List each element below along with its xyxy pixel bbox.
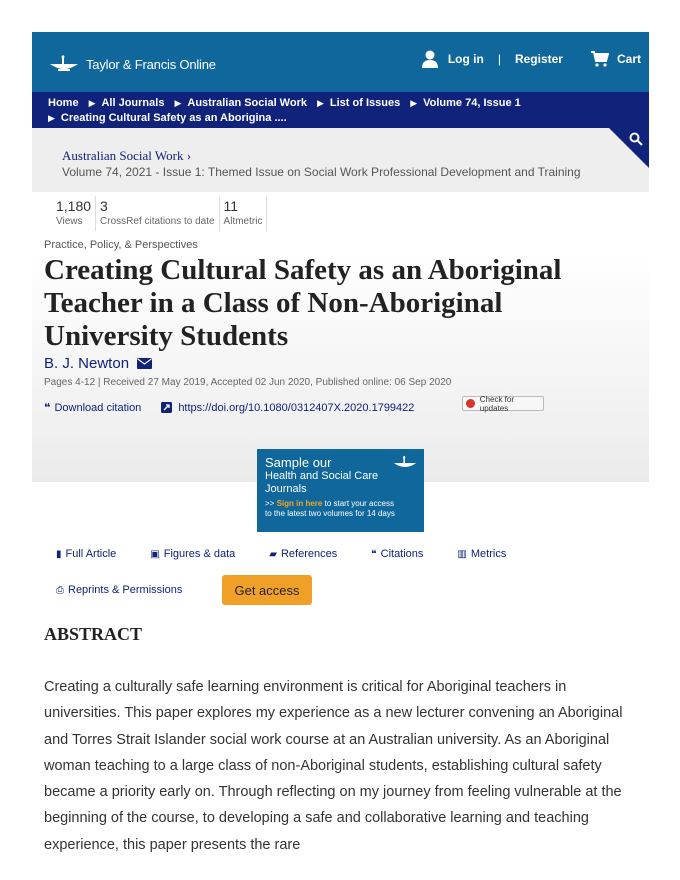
promo-signin-link[interactable]: Sign in here <box>276 499 323 508</box>
promo-text: to the latest two volumes for 14 days <box>265 509 395 518</box>
breadcrumb-arrow-icon: ▶ <box>88 98 96 108</box>
metric-value: 1,180 <box>56 198 92 214</box>
external-link-icon <box>161 402 172 413</box>
tab-label: Figures & data <box>163 548 236 560</box>
tab-figures[interactable] <box>150 548 235 560</box>
journal-issue[interactable]: Volume 74, 2021 - Issue 1: Themed Issue on Social Work Professional Development and Training <box>62 165 581 179</box>
article-header <box>32 192 649 482</box>
brand-name: Taylor & Francis Online <box>86 56 216 72</box>
abstract-heading: ABSTRACT <box>44 624 143 644</box>
tab-citations[interactable] <box>371 548 423 560</box>
author-row <box>44 355 152 372</box>
check-updates-label: Check for updates <box>479 394 514 413</box>
print-icon: ⎙ <box>56 584 64 596</box>
breadcrumb-home[interactable]: Home <box>48 97 79 109</box>
lamp-logo-icon <box>48 54 80 74</box>
crossmark-icon <box>466 399 475 408</box>
breadcrumb-current: Creating Cultural Safety as an Aborigina .... <box>60 112 287 124</box>
breadcrumb-journal[interactable]: Australian Social Work <box>187 97 307 109</box>
promo-line: Journals <box>265 483 307 495</box>
breadcrumb-volume[interactable]: Volume 74, Issue 1 <box>423 97 521 109</box>
article-actions <box>44 401 414 414</box>
quote-icon: ❝ <box>371 548 377 560</box>
metric-label: Views <box>56 216 83 227</box>
breadcrumb-all-journals[interactable]: All Journals <box>101 97 165 109</box>
author-name[interactable]: B. J. Newton <box>44 355 130 372</box>
promo-line: Health and Social Care <box>265 470 379 482</box>
doi-link[interactable]: https://doi.org/10.1080/0312407X.2020.1799422 <box>178 401 415 414</box>
article-category: Practice, Policy, & Perspectives <box>44 239 198 251</box>
book-icon: ▰ <box>269 548 277 560</box>
journal-bar <box>32 128 649 192</box>
metric-crossref[interactable] <box>96 196 220 231</box>
site-header <box>32 32 649 92</box>
user-icon[interactable] <box>422 50 438 68</box>
reprints-label: Reprints & Permissions <box>68 584 183 596</box>
check-updates-button[interactable] <box>462 396 544 411</box>
tab-metrics[interactable] <box>457 548 506 560</box>
article-title: Creating Cultural Safety as an Aboriginal Teacher in a Class of Non-Aboriginal University Students <box>44 254 562 352</box>
bar-chart-icon: ▥ <box>457 548 467 560</box>
metric-altmetric[interactable] <box>220 196 268 231</box>
document-icon: ▮ <box>56 548 62 560</box>
article-tabs <box>56 548 540 560</box>
promo-text: to start your access <box>322 499 394 508</box>
journal-link[interactable]: Australian Social Work › <box>62 148 192 163</box>
envelope-icon[interactable] <box>137 358 152 369</box>
login-link[interactable]: Log in <box>447 52 484 66</box>
publication-info: Pages 4-12 | Received 27 May 2019, Accepted 02 Jun 2020, Published online: 06 Sep 2020 <box>44 377 452 388</box>
lamp-logo-icon <box>392 455 418 471</box>
metric-value: 3 <box>100 198 108 214</box>
metric-label: CrossRef citations to date <box>100 216 215 227</box>
promo-prefix: >> <box>265 499 277 508</box>
reprints-link[interactable] <box>56 584 182 596</box>
metric-views[interactable] <box>52 196 96 231</box>
image-icon: ▣ <box>150 548 160 560</box>
quote-icon: ❝ <box>44 402 51 414</box>
article-metrics <box>52 196 267 231</box>
register-link[interactable]: Register <box>514 52 563 66</box>
tab-label: Metrics <box>470 548 507 560</box>
cart-icon[interactable] <box>591 51 609 67</box>
metric-value: 11 <box>223 198 239 214</box>
tab-references[interactable] <box>269 548 337 560</box>
breadcrumb-arrow-icon: ▶ <box>316 98 324 108</box>
site-logo[interactable] <box>48 54 216 74</box>
tab-full-article[interactable] <box>56 548 116 560</box>
user-nav <box>422 50 641 68</box>
search-icon[interactable] <box>629 132 643 146</box>
breadcrumb-list-of-issues[interactable]: List of Issues <box>329 97 401 109</box>
breadcrumb-arrow-icon: ▶ <box>174 98 182 108</box>
tab-label: Full Article <box>65 548 117 560</box>
metric-label: Altmetric <box>223 216 263 227</box>
promo-cta <box>265 499 416 519</box>
breadcrumb <box>32 92 649 128</box>
nav-separator: | <box>497 52 501 66</box>
breadcrumb-arrow-icon: ▶ <box>410 98 418 108</box>
tab-label: Citations <box>380 548 424 560</box>
promo-banner[interactable] <box>257 449 424 532</box>
tab-label: References <box>280 548 338 560</box>
abstract-text: Creating a culturally safe learning environment is critical for Aboriginal teachers in universities. This paper explores my experience as a new lecturer convening an Aboriginal and Torres Strait Islander social work course at an Australian university. As an Aboriginal woman teaching to a large class of non-Aboriginal students, establishing cultural safety became a priority early on. Through reflecting on my journey from feeling vulnerable at the beginning of the course, to developing a safe and collaborative learning and teaching experience, this paper presents the rare <box>44 679 623 853</box>
breadcrumb-arrow-icon: ▶ <box>48 113 55 123</box>
promo-line: Sample our <box>265 455 332 470</box>
get-access-button[interactable]: Get access <box>222 575 312 605</box>
download-citation-link[interactable]: Download citation <box>54 401 142 414</box>
cart-link[interactable]: Cart <box>616 52 641 66</box>
